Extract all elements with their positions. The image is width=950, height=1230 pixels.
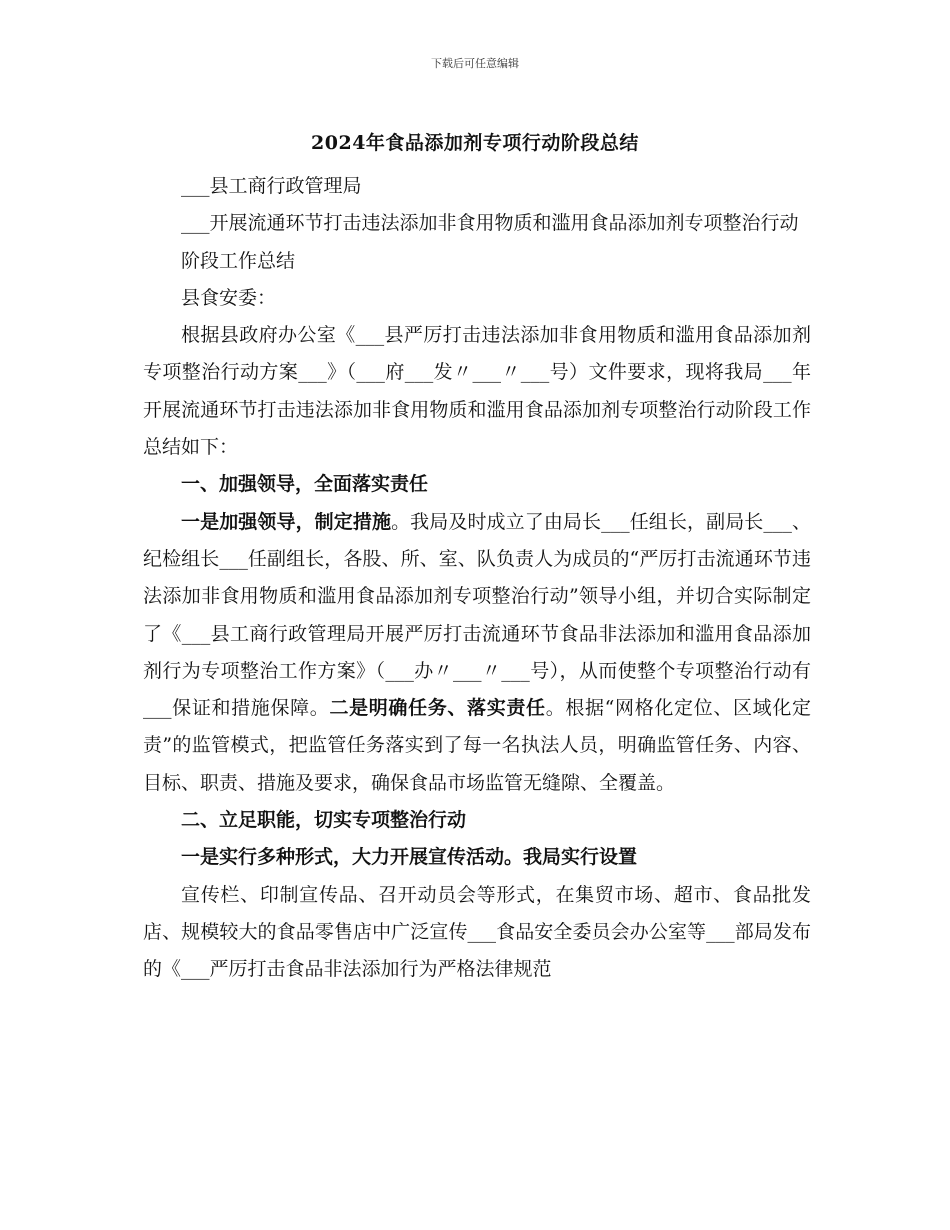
document-body	[143, 168, 811, 989]
page-header-note: 下载后可任意编辑	[431, 57, 519, 70]
section-1-p1-text: 。我局及时成立了由局长___任组长，副局长___、纪检组长___任副组长，各股、所、室、队负责人为成员的“严厉打击流通环节违法添加非食用物质和滥用食品添加剂专项整治行动”领导小组，并切合实际制定了《___县工商行政管理局开展严厉打击流通环节食品非法添加和滥用食品添加剂行为专项整治工作方案》（___办〃___〃___号），从而使整个专项整治行动有___保证和措施保障。	[143, 510, 811, 720]
section-2-subheading: 一是实行多种形式，大力开展宣传活动。我局实行设置	[181, 846, 638, 869]
section-1-p2-text: 。根据“网格化定位、区域化定责”的监管模式，把监管任务落实到了每一名执法人员，明确监管任务、内容、目标、职责、措施及要求，确保食品市场监管无缝隙、全覆盖。	[143, 697, 811, 794]
section-1-p1-lead: 一是加强领导，制定措施	[181, 510, 392, 533]
section-2-paragraph-1: 宣传栏、印制宣传品、召开动员会等形式，在集贸市场、超市、食品批发店、规模较大的食品零售店中广泛宣传___食品安全委员会办公室等___部局发布的《___严厉打击食品非法添加行为严格法律规范	[143, 883, 811, 981]
org-line: ___县工商行政管理局	[181, 175, 362, 197]
stage-line: 阶段工作总结	[181, 249, 296, 272]
section-1-p2-lead: 二是明确任务、落实责任	[329, 697, 546, 720]
subject-line: ___开展流通环节打击违法添加非食用物质和滥用食品添加剂专项整治行动	[181, 212, 799, 235]
addressee-line: 县食安委：	[181, 286, 277, 309]
section-2-heading: 二、立足职能，切实专项整治行动	[181, 809, 467, 832]
section-1-heading: 一、加强领导，全面落实责任	[181, 473, 429, 496]
document-title: 2024年食品添加剂专项行动阶段总结	[311, 132, 639, 154]
section-1-paragraph-1	[143, 504, 811, 802]
intro-paragraph: 根据县政府办公室《___县严厉打击违法添加非食用物质和滥用食品添加剂专项整治行动方案___》（___府___发〃___〃___号）文件要求，现将我局___年开展流通环节打击违法添加非食用物质和滥用食品添加剂专项整治行动阶段工作总结如下：	[143, 324, 811, 459]
